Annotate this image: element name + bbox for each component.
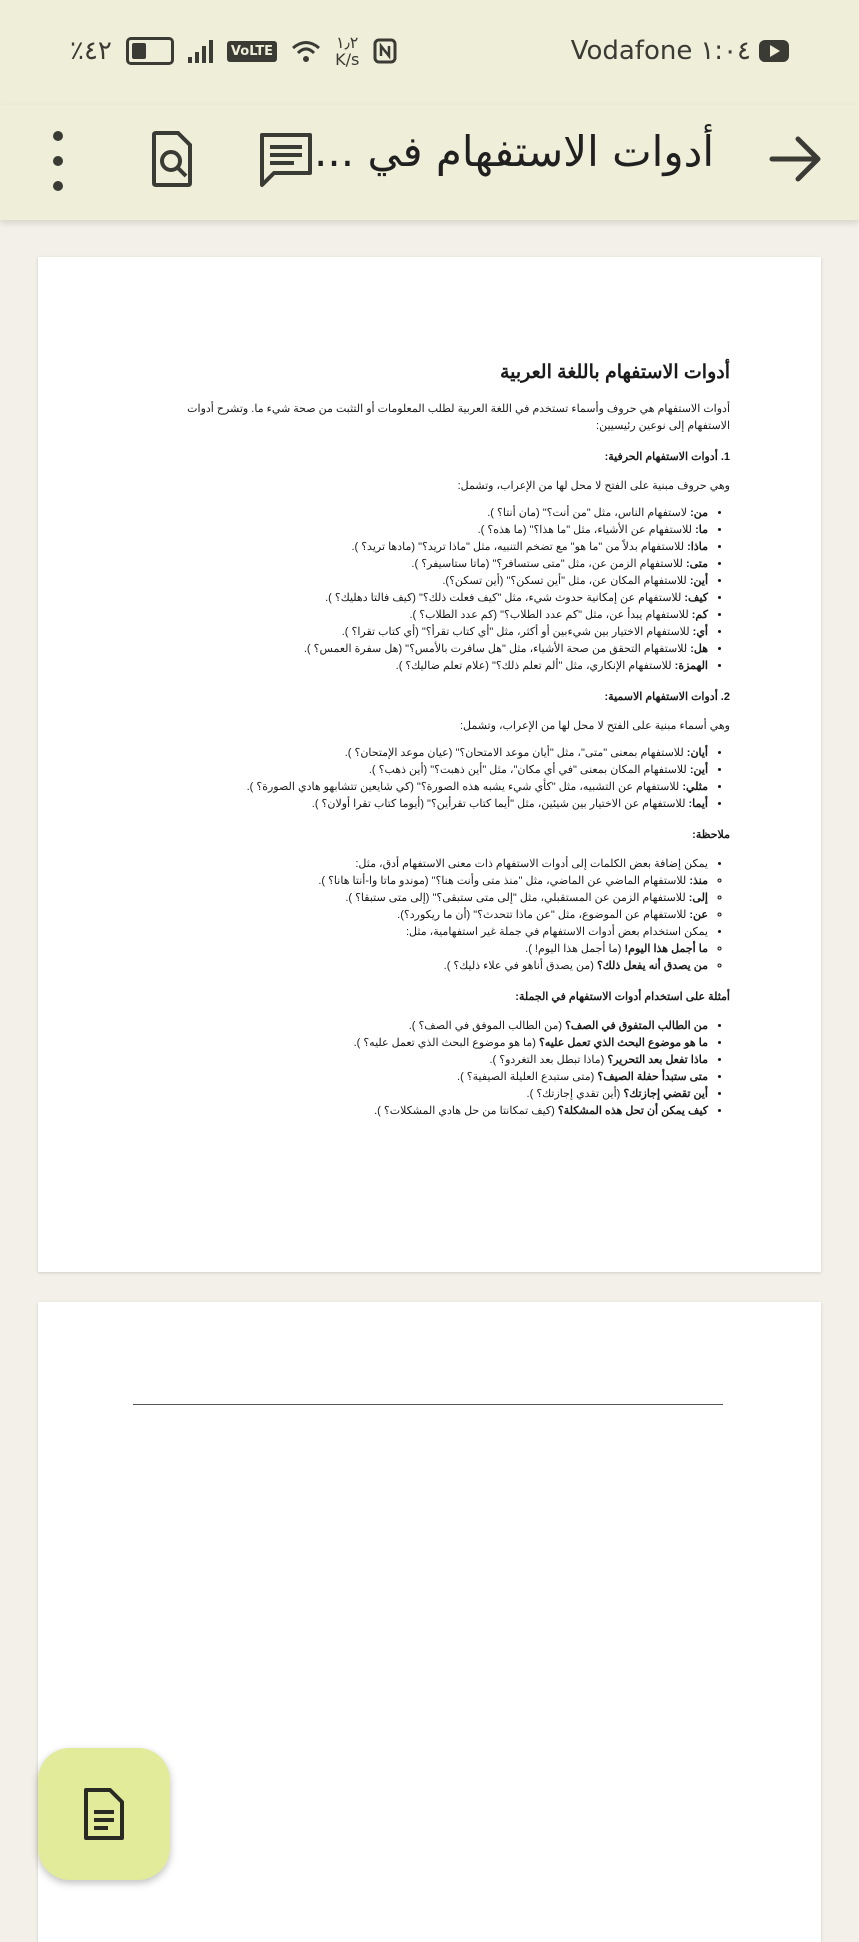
list-item: • أين: للاستفهام المكان بمعنى "في أي مكان"، مثل "أين ذهبت؟" (أين ذهب؟ ). <box>144 762 708 779</box>
section1-heading: 1. أدوات الاستفهام الحرفية: <box>604 451 730 463</box>
network-speed: ١٫٢ K/s <box>335 33 360 69</box>
list-item: ◦ منذ: للاستفهام الماضي عن الماضي، مثل "منذ متى وأنت هنا؟" (موندو ماتا وا-أنتا هانا؟ ). <box>144 873 708 890</box>
list-item: • يمكن استخدام بعض أدوات الاستفهام في جملة غير استفهامية، مثل: <box>144 924 708 941</box>
section2-list <box>144 745 730 813</box>
section2-heading: 2. أدوات الاستفهام الاسمية: <box>604 691 730 703</box>
section1-list <box>144 505 730 675</box>
status-bar <box>0 0 859 105</box>
examples-heading: أمثلة على استخدام أدوات الاستفهام في الجملة: <box>515 991 730 1003</box>
wifi-icon <box>291 39 321 63</box>
list-item: • أين تقضي إجازتك؟ (أين تقدي إجازتك؟ ). <box>144 1086 708 1103</box>
youtube-icon <box>759 40 789 62</box>
battery-percent: ٪٤٢ <box>70 36 112 66</box>
list-item: • أيان: للاستفهام بمعنى "متى"، مثل "أيان موعد الامتحان؟" (عيان موعد الإمتحان؟ ). <box>144 745 708 762</box>
list-item: • أيما: للاستفهام عن الاختيار بين شيئين، مثل "أيما كتاب تقرأين؟" (أيوما كتاب تقرا أولان؟ ). <box>144 796 708 813</box>
doc-intro: أدوات الاستفهام هي حروف وأسماء تستخدم في اللغة العربية لطلب المعلومات أو التثبت من صحة شيء ما. وتشرح أدوات الاستفهام إلى نوعين رئيسيين: <box>187 403 730 432</box>
more-vert-icon[interactable] <box>40 131 76 191</box>
list-item: • متى: للاستفهام الزمن عن، مثل "متى ستسافر؟" (ماتا ستاسيفر؟ ). <box>144 556 708 573</box>
section2-lead: وهي أسماء مبنية على الفتح لا محل لها من الإعراب، وتشمل: <box>459 720 730 732</box>
signal-icon <box>188 39 213 63</box>
comment-icon[interactable] <box>254 127 318 191</box>
list-item: • ماذا: للاستفهام بدلاً من "ما هو" مع تضخم التنبيه، مثل "ماذا تريد؟" (مادها تريد؟ ). <box>144 539 708 556</box>
list-item: ◦ إلى: للاستفهام الزمن عن المستقبلي، مثل "إلى متى ستبقى؟" (إلى متى ستبقا؟ ). <box>144 890 708 907</box>
list-item: • مثلي: للاستفهام عن التشبيه، مثل "كأي شيء يشبه هذه الصورة؟" (كي شايعين تتشابهو هادي الصورة؟ ). <box>144 779 708 796</box>
list-item: • كيف يمكن أن تحل هذه المشكلة؟ (كيف تمكانتا من حل هادي المشكلات؟ ). <box>144 1103 708 1120</box>
note-list <box>144 856 730 975</box>
list-item: • كم: للاستفهام يبدأ عن، مثل "كم عدد الطلاب؟" (كم عدد الطلاب؟ ). <box>144 607 708 624</box>
doc-heading: أدوات الاستفهام باللغة العربية <box>499 362 730 383</box>
list-item: ◦ من يصدق أنه يفعل ذلك؟ (من يصدق أناهو في علاء ذليك؟ ). <box>144 958 708 975</box>
clock: ١:٠٤ <box>700 36 751 66</box>
list-item: • ما هو موضوع البحث الذي تعمل عليه؟ (ما هو موضوع البحث الذي تعمل عليه؟ ). <box>144 1035 708 1052</box>
document-page-1 <box>38 257 821 1272</box>
document-title: أدوات الاستفهام في ... <box>314 127 714 176</box>
list-item: • ماذا تفعل بعد التحرير؟ (ماذا تبطل بعد التغردو؟ ). <box>144 1052 708 1069</box>
section1-lead: وهي حروف مبنية على الفتح لا محل لها من الإعراب، وتشمل: <box>457 480 730 492</box>
volte-badge: VoLTE <box>227 41 277 62</box>
horizontal-rule <box>133 1404 723 1405</box>
list-item: • الهمزة: للاستفهام الإنكاري، مثل "ألم تعلم ذلك؟" (علام تعلم ضاليك؟ ). <box>144 658 708 675</box>
carrier-name: Vodafone <box>570 36 693 66</box>
list-item: • يمكن إضافة بعض الكلمات إلى أدوات الاستفهام ذات معنى الاستفهام أدق، مثل: <box>144 856 708 873</box>
examples-list <box>144 1018 730 1120</box>
nfc-icon <box>373 38 397 64</box>
list-item: • أي: للاستفهام الاختيار بين شيءبين أو أكثر، مثل "أي كتاب تقرأ؟" (أي كتاب تقرا؟ ). <box>144 624 708 641</box>
list-item: • هل: للاستفهام التحقق من صحة الأشياء، مثل "هل سافرت بالأمس؟" (هل سفرة العمس؟ ). <box>144 641 708 658</box>
document-content <box>144 361 730 1130</box>
list-item: ◦ ما أجمل هذا اليوم! (ما أجمل هذا اليوم! ). <box>144 941 708 958</box>
list-item: • ما: للاستفهام عن الأشياء، مثل "ما هذا؟" (ما هذه؟ ). <box>144 522 708 539</box>
list-item: ◦ عن: للاستفهام عن الموضوع، مثل "عن ماذا تتحدث؟" (أن ما ريكورد؟). <box>144 907 708 924</box>
find-in-page-icon[interactable] <box>140 127 204 191</box>
document-fab-button[interactable] <box>38 1748 170 1880</box>
list-item: • من: لاستفهام الناس، مثل "من أنت؟" (مان أنتا؟ ). <box>144 505 708 522</box>
app-bar <box>0 105 859 220</box>
note-heading: ملاحظة: <box>692 829 730 841</box>
list-item: • أين: للاستفهام المكان عن، مثل "أين تسكن؟" (أين تسكن؟). <box>144 573 708 590</box>
status-icons <box>70 34 397 68</box>
forward-arrow-icon[interactable] <box>764 127 828 191</box>
list-item: • من الطالب المتفوق في الصف؟ (من الطالب الموفق في الصف؟ ). <box>144 1018 708 1035</box>
list-item: • كيف: للاستفهام عن إمكانية حدوث شيء، مثل "كيف فعلت ذلك؟" (كيف فالتا دهليك؟ ). <box>144 590 708 607</box>
document-icon <box>80 1786 128 1842</box>
list-item: • متى ستبدأ حفلة الصيف؟ (متى ستبدع العليلة الصيفية؟ ). <box>144 1069 708 1086</box>
status-right <box>571 36 789 66</box>
battery-icon <box>126 37 174 65</box>
